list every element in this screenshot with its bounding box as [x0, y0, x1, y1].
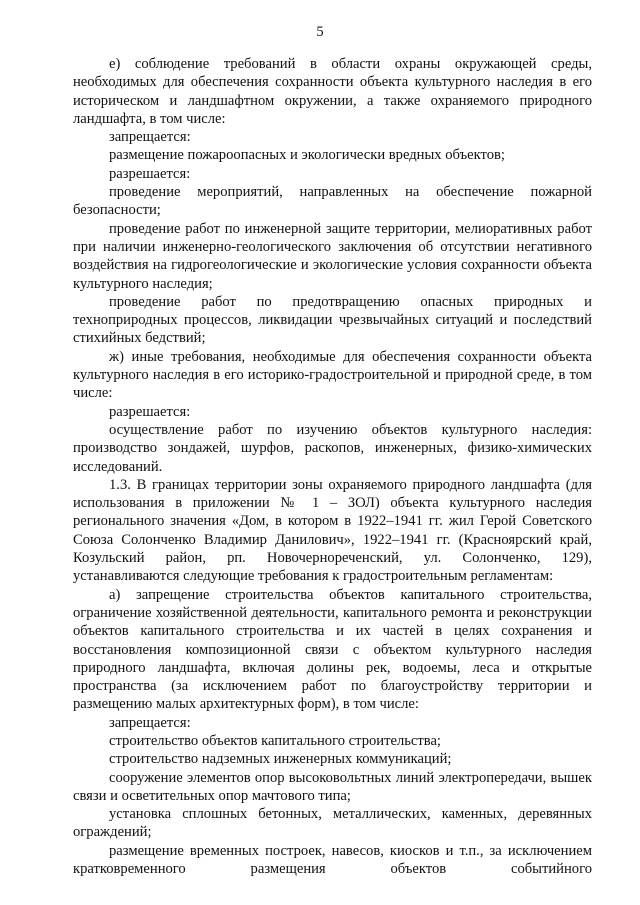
paragraph-capital-construction: строительство объектов капитального строительства; — [109, 732, 441, 749]
paragraph-zh-other-requirements: ж) иные требования, необходимые для обеспечения сохранности объекта культурного наследия в его историко-градостроительной и природной среде, в том числе: — [73, 348, 592, 402]
page-number: 5 — [316, 24, 324, 40]
paragraph-prohibited-label: запрещается: — [109, 129, 191, 146]
paragraph-solid-fences: установка сплошных бетонных, металлических, каменных, деревянных ограждений; — [73, 806, 592, 841]
paragraph-hazard-prevention: проведение работ по предотвращению опасных природных и техноприродных процессов, ликвидации чрезвычайных ситуаций и последствий стихийных бедствий; — [73, 293, 592, 347]
paragraph-prohibited-label-2: запрещается: — [109, 714, 191, 731]
document-body — [73, 55, 592, 878]
paragraph-power-line-supports: сооружение элементов опор высоковольтных линий электропередачи, вышек связи и осветительных опор мачтового типа; — [73, 769, 592, 804]
paragraph-e-environment: е) соблюдение требований в области охраны окружающей среды, необходимых для обеспечения сохранности объекта культурного наследия в его историческом и ландшафтном окружении, а также охраняемого природного ландшафта, в том числе: — [73, 56, 592, 127]
paragraph-a-construction-ban: а) запрещение строительства объектов капитального строительства, ограничение хозяйственной деятельности, капитального ремонта и реконструкции объектов капитального строительства и их частей в целях сохранения и восстановления композиционной связи с объектом культурного наследия природного ландшафта, включая долины рек, водоемы, леса и открытые пространства (за исключением работ по благоустройству территории и размещению малых архитектурных форм), в том числе: — [73, 586, 592, 713]
paragraph-heritage-research: осуществление работ по изучению объектов культурного наследия: производство зондажей, шурфов, раскопов, инженерных, физико-химических исследований. — [73, 421, 592, 475]
paragraph-section-1-3: 1.3. В границах территории зоны охраняемого природного ландшафта (для использования в приложении № 1 – ЗОЛ) объекта культурного наследия регионального значения «Дом, в котором в 1922–1941 гг. жил Герой Советского Союза Солонченко Владимир Данилович», 1922–1941 гг. (Красноярский край, Козульский район, рп. Новочернореченский, ул. Солонченко, 129), устанавливаются следующие требования к градостроительным регламентам: — [73, 476, 592, 585]
paragraph-fire-safety: проведение мероприятий, направленных на обеспечение пожарной безопасности; — [73, 184, 592, 219]
paragraph-engineering-protection: проведение работ по инженерной защите территории, мелиоративных работ при наличии инженерно-геологического заключения об отсутствии негативного воздействия на гидрогеологические и экологические условия сохранности объекта культурного наследия; — [73, 220, 592, 292]
paragraph-overground-utilities: строительство надземных инженерных коммуникаций; — [109, 751, 452, 768]
paragraph-temporary-structures: размещение временных построек, навесов, киосков и т.п., за исключением кратковременного размещения объектов событийного — [73, 842, 592, 878]
paragraph-permitted-label: разрешается: — [109, 165, 191, 182]
paragraph-permitted-label-2: разрешается: — [109, 403, 191, 420]
paragraph-fire-hazard: размещение пожароопасных и экологически вредных объектов; — [109, 147, 505, 164]
